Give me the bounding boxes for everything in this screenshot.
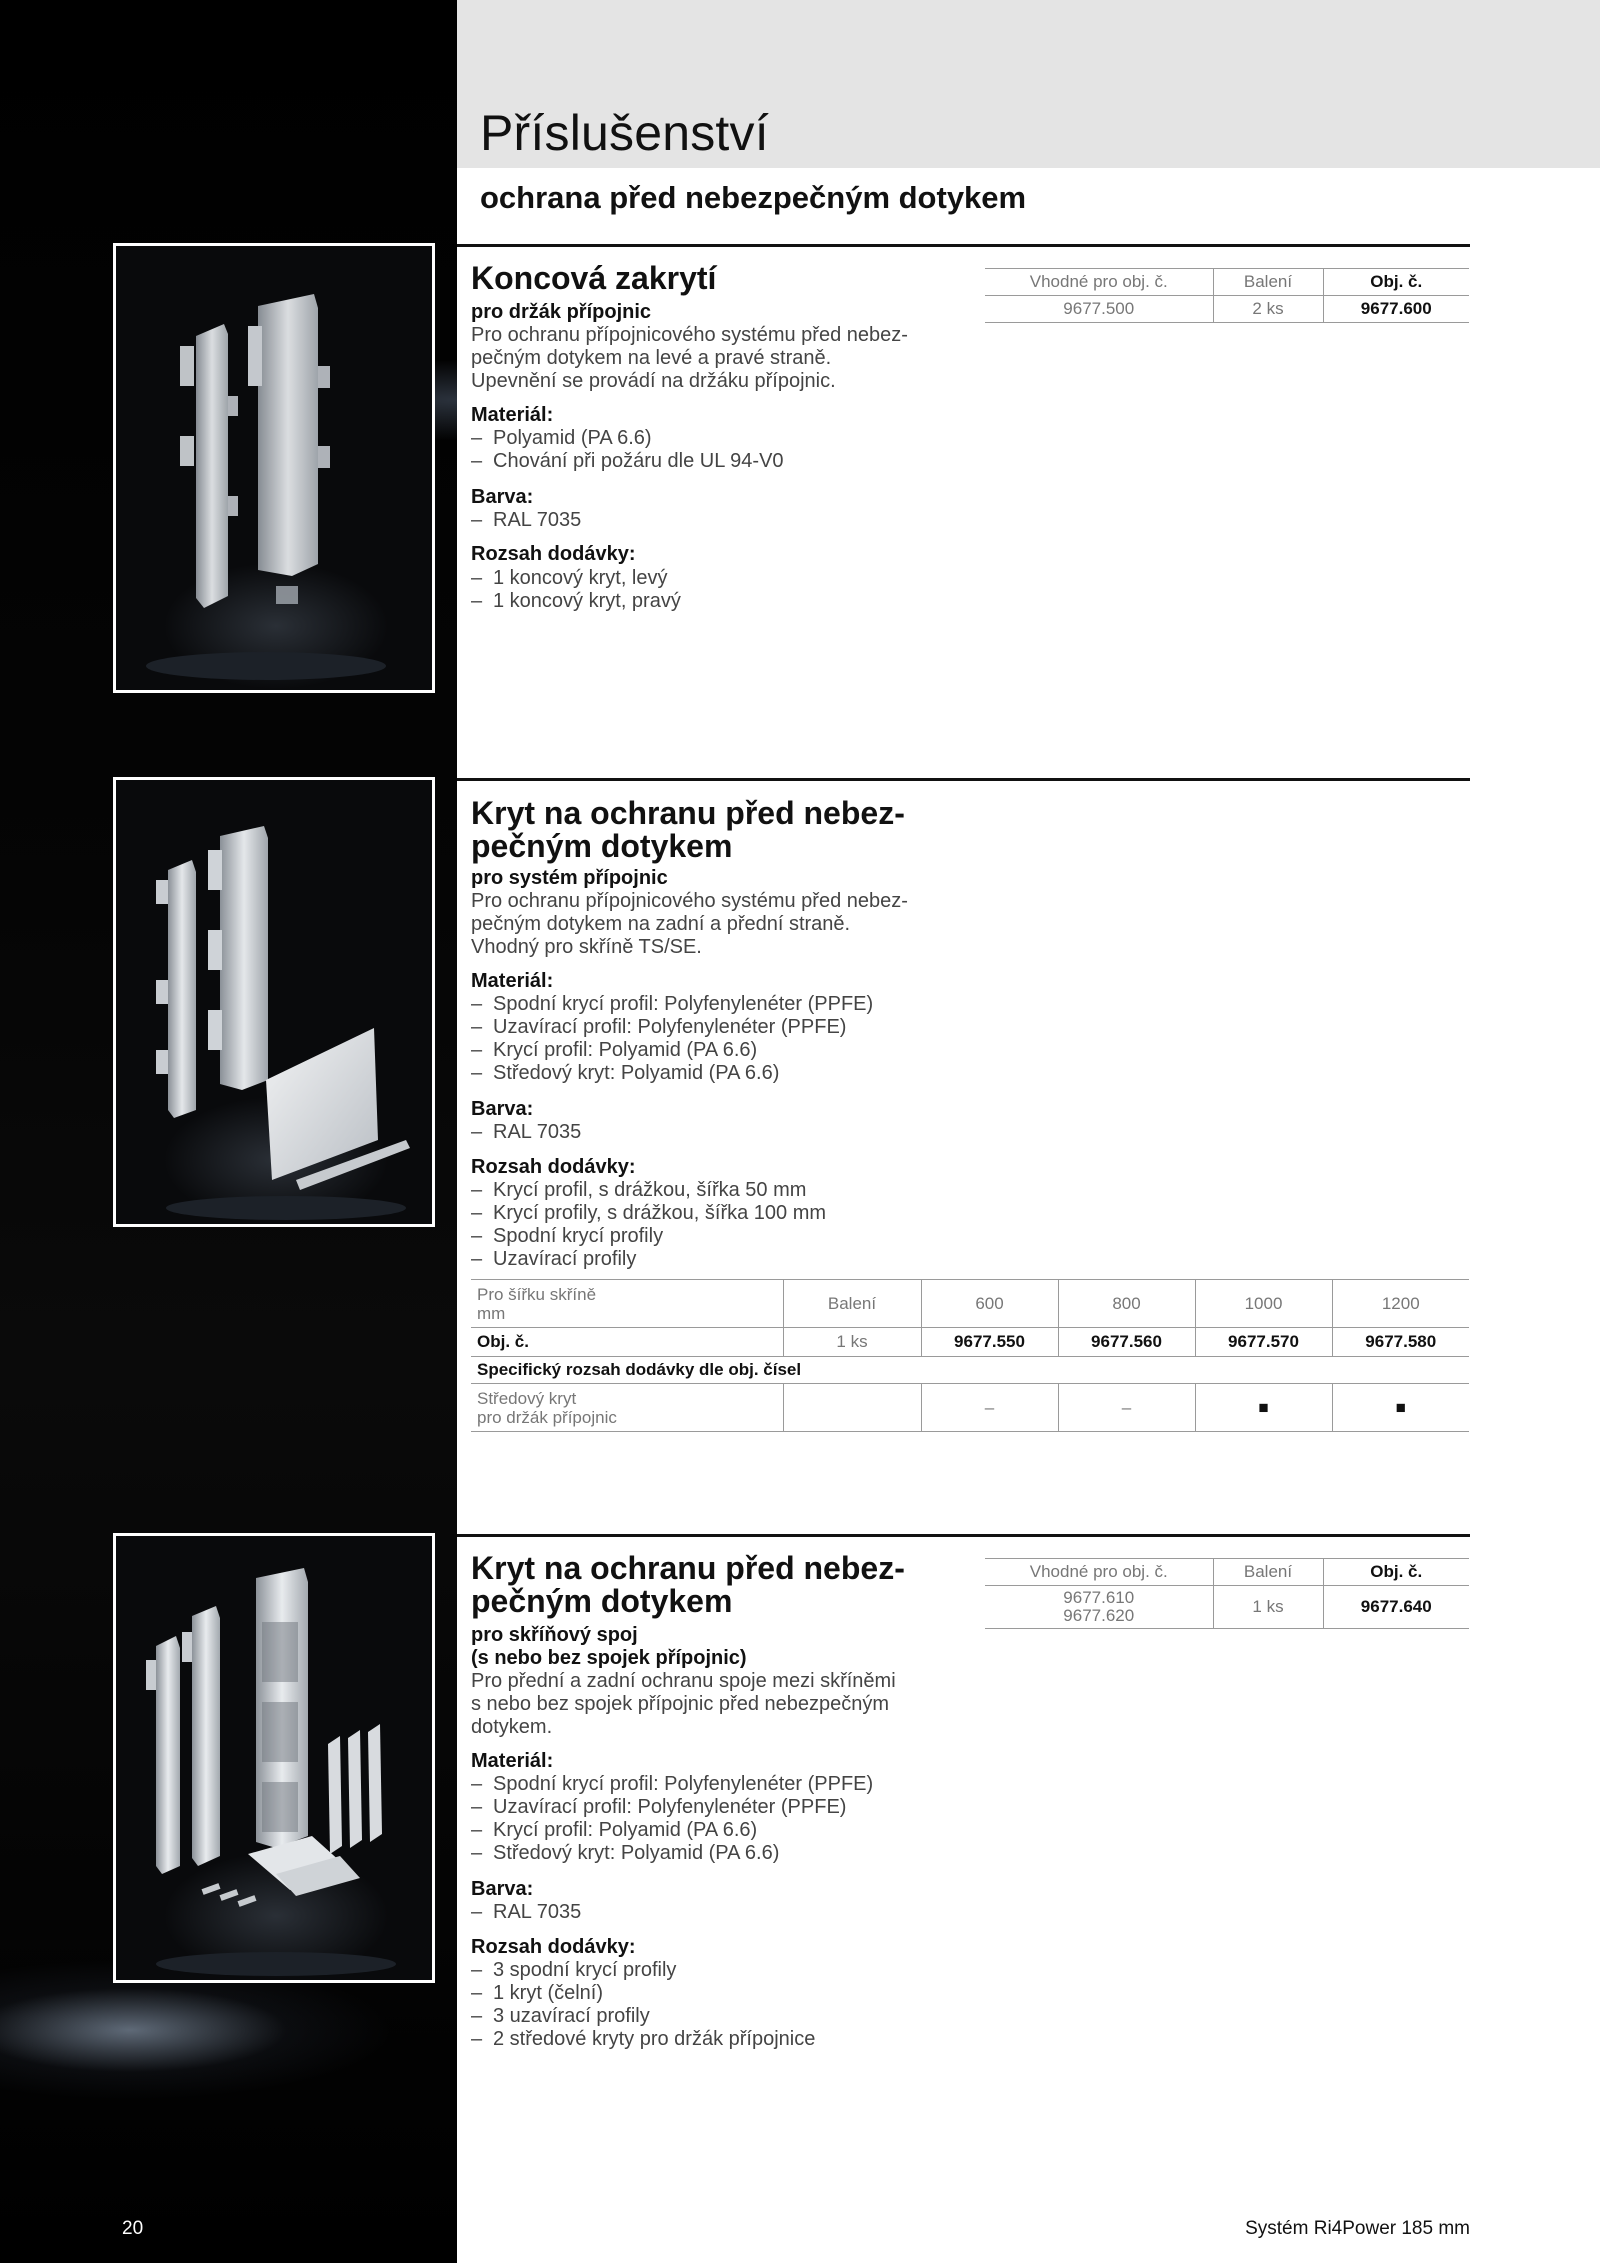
scope-item: – 2 středové kryty pro držák přípojnice xyxy=(471,2028,816,2050)
column-header: Balení xyxy=(783,1280,921,1328)
scope-item: – 3 spodní krycí profily xyxy=(471,1959,677,1981)
table-cell: 9677.640 xyxy=(1323,1586,1469,1629)
product-photo-enclosure-joint-cover xyxy=(113,1533,435,1983)
table-cell xyxy=(783,1384,921,1432)
description-line: Upevnění se provádí na držáku přípojnic. xyxy=(471,370,836,392)
table-cell: 9677.570 xyxy=(1195,1328,1332,1357)
product-photo-busbar-cover xyxy=(113,777,435,1227)
column-header: Balení xyxy=(1213,1559,1323,1586)
title-line: Kryt na ochranu před nebez- xyxy=(471,795,905,831)
section-rule-3 xyxy=(457,1534,1470,1537)
scope-label: Rozsah dodávky: xyxy=(471,1156,636,1178)
page-subtitle: ochrana před nebezpečným dotykem xyxy=(480,180,1027,215)
material-item: – Krycí profil: Polyamid (PA 6.6) xyxy=(471,1039,758,1061)
title-line: Kryt na ochranu před nebez- xyxy=(471,1550,905,1586)
product-3-order-table xyxy=(985,1558,1469,1629)
description-line: Vhodný pro skříně TS/SE. xyxy=(471,936,702,958)
column-header: 600 xyxy=(921,1280,1058,1328)
footer-system-name: Systém Ri4Power 185 mm xyxy=(1245,2218,1470,2239)
scope-label: Rozsah dodávky: xyxy=(471,543,636,565)
material-label: Materiál: xyxy=(471,404,554,426)
material-item: – Středový kryt: Polyamid (PA 6.6) xyxy=(471,1062,780,1084)
table-cell xyxy=(985,1586,1213,1629)
title-line: pečným dotykem xyxy=(471,828,733,864)
scope-item: – Spodní krycí profily xyxy=(471,1225,664,1247)
product-2-title xyxy=(471,797,905,863)
product-2-subtitle: pro systém přípojnic xyxy=(471,867,668,889)
color-label: Barva: xyxy=(471,1098,534,1120)
description-line: pečným dotykem na levé a pravé straně. xyxy=(471,347,832,369)
description-line: pečným dotykem na zadní a přední straně. xyxy=(471,913,851,935)
color-label: Barva: xyxy=(471,486,534,508)
product-1-description xyxy=(471,324,941,393)
product-2-description xyxy=(471,890,941,959)
page-number: 20 xyxy=(122,2218,144,2239)
table-cell: 9677.580 xyxy=(1332,1328,1469,1357)
product-1-order-table xyxy=(985,268,1469,323)
description-line: dotykem. xyxy=(471,1716,553,1738)
cell-line: mm xyxy=(477,1303,506,1323)
table-cell: – xyxy=(921,1384,1058,1432)
column-header: 800 xyxy=(1058,1280,1195,1328)
product-3-subtitle xyxy=(471,1624,747,1670)
table-cell: – xyxy=(1058,1384,1195,1432)
cell-line: 9677.620 xyxy=(1063,1606,1135,1625)
description-line: Pro ochranu přípojnicového systému před nebez- xyxy=(471,324,908,346)
product-photo-end-covers xyxy=(113,243,435,693)
product-3-description xyxy=(471,1670,941,1739)
material-label: Materiál: xyxy=(471,1750,554,1772)
description-line: Pro přední a zadní ochranu spoje mezi skříněmi xyxy=(471,1670,896,1692)
material-item: – Uzavírací profil: Polyfenylenéter (PPFE) xyxy=(471,1016,847,1038)
column-header: 1200 xyxy=(1332,1280,1469,1328)
scope-item: – 1 kryt (čelní) xyxy=(471,1982,604,2004)
material-item: – Chování při požáru dle UL 94-V0 xyxy=(471,450,784,472)
column-header: Obj. č. xyxy=(1323,269,1469,296)
description-line: s nebo bez spojek přípojnic před nebezpečným xyxy=(471,1693,890,1715)
color-item: – RAL 7035 xyxy=(471,1121,582,1143)
table-cell: 1 ks xyxy=(1213,1586,1323,1629)
column-header: 1000 xyxy=(1195,1280,1332,1328)
table-cell: 9677.600 xyxy=(1323,296,1469,323)
table-cell: 2 ks xyxy=(1213,296,1323,323)
material-item: – Krycí profil: Polyamid (PA 6.6) xyxy=(471,1819,758,1841)
section-rule-2 xyxy=(457,778,1470,781)
cell-line: pro držák přípojnic xyxy=(477,1407,617,1427)
color-item: – RAL 7035 xyxy=(471,1901,582,1923)
table-cell: 9677.560 xyxy=(1058,1328,1195,1357)
column-header: Obj. č. xyxy=(1323,1559,1469,1586)
column-header: Balení xyxy=(1213,269,1323,296)
product-1-title: Koncová zakrytí xyxy=(471,260,717,296)
scope-item: – Uzavírací profily xyxy=(471,1248,637,1270)
scope-item: – 3 uzavírací profily xyxy=(471,2005,650,2027)
table-cell: 1 ks xyxy=(783,1328,921,1357)
table-cell: ■ xyxy=(1332,1384,1469,1432)
item-label-cell xyxy=(471,1384,783,1432)
color-item: – RAL 7035 xyxy=(471,509,582,531)
scope-label: Rozsah dodávky: xyxy=(471,1936,636,1958)
table-cell: 9677.550 xyxy=(921,1328,1058,1357)
row-header: Obj. č. xyxy=(471,1328,783,1357)
scope-item: – Krycí profily, s drážkou, šířka 100 mm xyxy=(471,1202,827,1224)
product-2-order-table xyxy=(471,1279,1469,1432)
color-label: Barva: xyxy=(471,1878,534,1900)
scope-item: – Krycí profil, s drážkou, šířka 50 mm xyxy=(471,1179,807,1201)
width-label-cell xyxy=(471,1280,783,1328)
material-item: – Středový kryt: Polyamid (PA 6.6) xyxy=(471,1842,780,1864)
section-rule-1 xyxy=(457,244,1470,247)
scope-item: – 1 koncový kryt, pravý xyxy=(471,590,681,612)
material-item: – Polyamid (PA 6.6) xyxy=(471,427,652,449)
cell-line: Středový kryt xyxy=(477,1388,577,1408)
material-label: Materiál: xyxy=(471,970,554,992)
table-cell: ■ xyxy=(1195,1384,1332,1432)
page-title: Příslušenství xyxy=(480,105,769,161)
product-3-title xyxy=(471,1552,905,1618)
title-line: pečným dotykem xyxy=(471,1583,733,1619)
table-cell: 9677.500 xyxy=(985,296,1213,323)
material-item: – Spodní krycí profil: Polyfenylenéter (PPFE) xyxy=(471,1773,874,1795)
material-item: – Spodní krycí profil: Polyfenylenéter (PPFE) xyxy=(471,993,874,1015)
cell-line: Pro šířku skříně xyxy=(477,1284,597,1304)
subtitle-line: (s nebo bez spojek přípojnic) xyxy=(471,1647,747,1669)
product-1-subtitle: pro držák přípojnic xyxy=(471,301,652,323)
cell-line: 9677.610 xyxy=(1063,1588,1135,1607)
scope-item: – 1 koncový kryt, levý xyxy=(471,567,668,589)
section-row: Specifický rozsah dodávky dle obj. čísel xyxy=(471,1357,1469,1384)
subtitle-line: pro skříňový spoj xyxy=(471,1624,638,1646)
column-header: Vhodné pro obj. č. xyxy=(985,1559,1213,1586)
description-line: Pro ochranu přípojnicového systému před nebez- xyxy=(471,890,908,912)
column-header: Vhodné pro obj. č. xyxy=(985,269,1213,296)
material-item: – Uzavírací profil: Polyfenylenéter (PPFE) xyxy=(471,1796,847,1818)
